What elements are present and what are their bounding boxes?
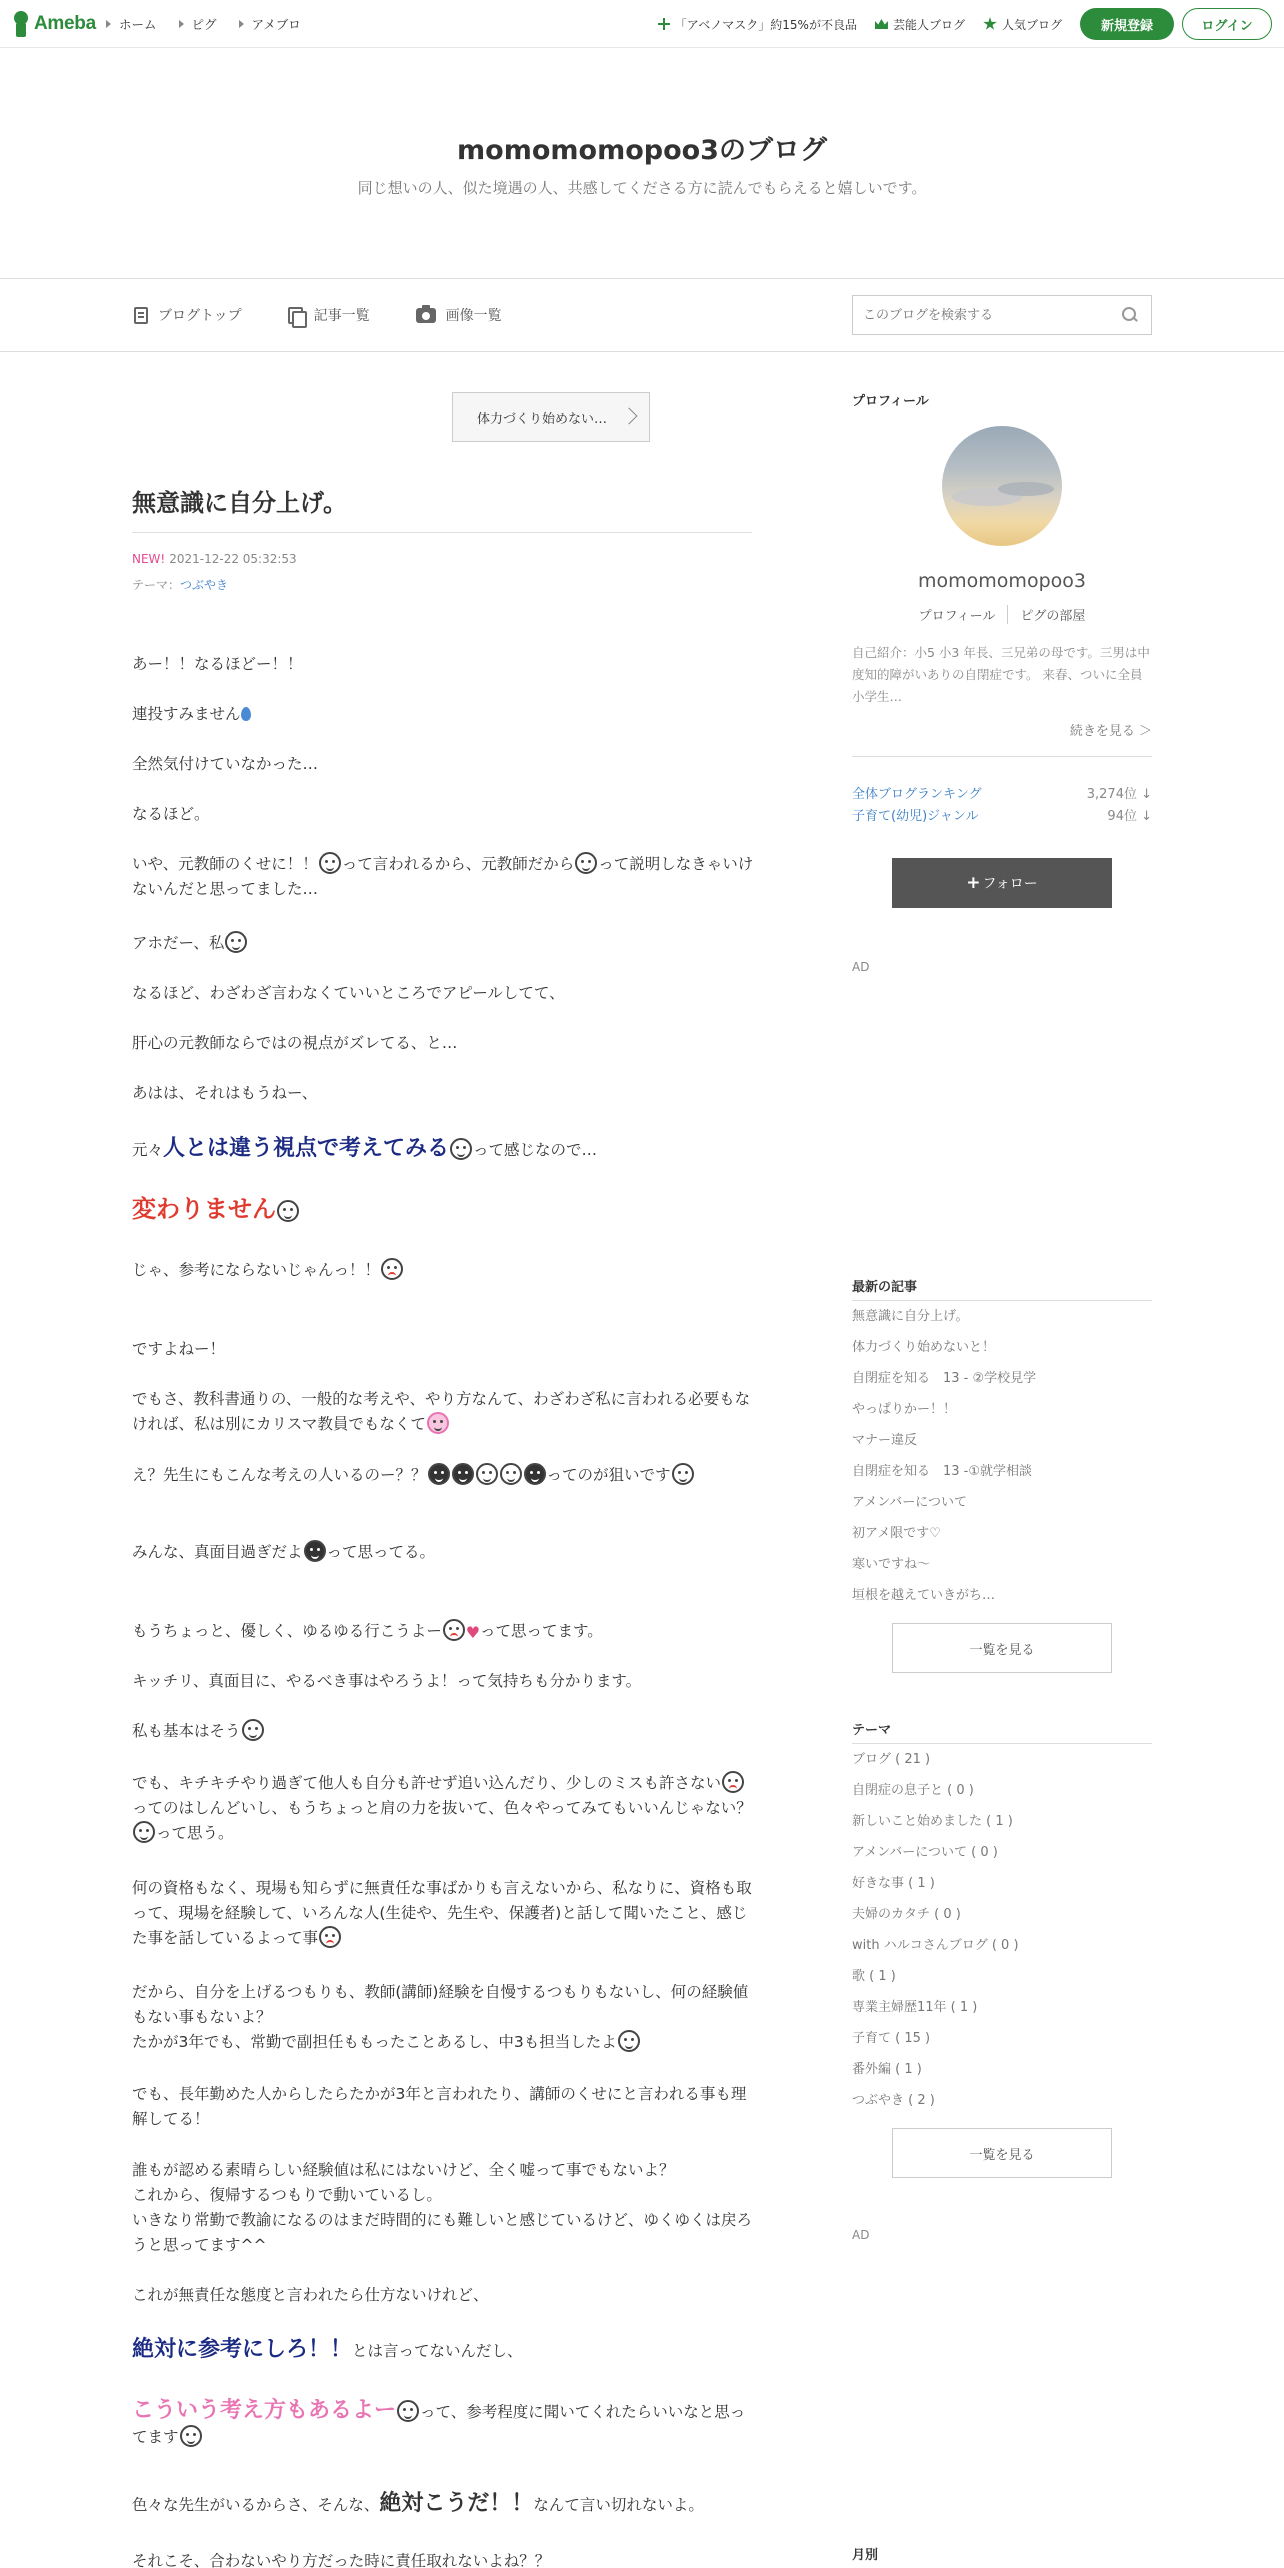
theme-list — [852, 1744, 1152, 2116]
paragraph — [132, 1771, 754, 1846]
emphasis-text: 絶対に参考にしろ！！ — [132, 2337, 353, 2362]
nav-home-label: ホーム — [119, 17, 157, 32]
nav-home[interactable] — [106, 15, 157, 33]
text: 全然気付けていなかった… — [132, 755, 319, 773]
login-button[interactable]: ログイン — [1182, 8, 1272, 40]
nav-ameblo[interactable] — [239, 15, 301, 33]
face-emoji-icon — [452, 1463, 474, 1485]
global-nav — [106, 0, 301, 48]
text: って言われるから、元教師だから — [341, 855, 575, 873]
paragraph — [132, 2283, 754, 2308]
chevron-right-icon — [621, 408, 638, 425]
text: これが無責任な態度と言われたら仕方ないけれど、 — [132, 2286, 489, 2304]
text: って感じなので… — [473, 1141, 598, 1159]
smile-emoji-icon — [618, 2030, 640, 2052]
theme-link[interactable]: アメンバーについて ( 0 ) — [852, 1845, 998, 1860]
star-icon — [983, 17, 997, 31]
text: って思ってます。 — [480, 1622, 603, 1640]
sparkle-icon — [658, 18, 670, 30]
chevron-right-icon — [106, 20, 111, 28]
emphasis-text: 絶対こうだ！！ — [379, 2491, 534, 2516]
popular-blog-label: 人気ブログ — [1001, 17, 1062, 32]
paragraph — [132, 981, 754, 1006]
text: いきなり常勤で教諭になるのはまだ時間的にも難しいと感じているけど、ゆくゆくは戻ろうと思ってます^^ — [132, 2211, 753, 2254]
text: でも、長年勤めた人からしたらたかが3年と言われたり、講師のくせにと言われる事も理解してる！ — [132, 2085, 747, 2128]
ameba-logo[interactable] — [12, 10, 96, 38]
celebrity-blog-label: 芸能人ブログ — [892, 17, 965, 32]
ad-label: AD — [852, 2228, 870, 2242]
recent-entry-link[interactable]: 初アメ限です♡ — [852, 1526, 941, 1541]
previous-entry-label: 体力づくり始めない… — [477, 411, 608, 427]
text: じゃ、参考にならないじゃんっ！！ — [132, 1261, 381, 1279]
ad-label: AD — [852, 960, 870, 974]
theme-link[interactable]: 自閉症の息子と ( 0 ) — [852, 1783, 974, 1798]
entry-date: 2021-12-22 05:32:53 — [169, 552, 297, 566]
pink-face-emoji-icon — [427, 1412, 449, 1434]
heart-icon: ♥ — [465, 1623, 481, 1642]
header-actions — [658, 0, 1272, 48]
image-list-label: 画像一覧 — [445, 308, 502, 324]
entry-list-link[interactable] — [288, 305, 370, 325]
profile-more-link[interactable]: 続きを見る ＞ — [1069, 724, 1152, 739]
paragraph — [132, 1031, 754, 1056]
emphasis-text: 人とは違う視点で考えてみる — [163, 1136, 450, 1161]
news-link-label: 「アベノマスク」約15%が不良品 — [674, 17, 857, 32]
ranking-genre-value: 94位 ↓ — [1107, 809, 1152, 824]
popular-blog-link[interactable] — [983, 16, 1062, 33]
text: なんて言い切れないよ。 — [533, 2496, 704, 2514]
theme-link[interactable]: 番外編 ( 1 ) — [852, 2062, 922, 2077]
theme-link[interactable]: with ハルコさんブログ ( 0 ) — [852, 1938, 1019, 1953]
face-emoji-icon — [524, 1463, 546, 1485]
recent-entry-link[interactable]: 体力づくり始めないと！ — [852, 1340, 996, 1355]
chevron-right-icon — [179, 20, 184, 28]
paragraph — [132, 1719, 754, 1744]
face-emoji-icon — [476, 1463, 498, 1485]
paragraph — [132, 1980, 754, 2055]
sweat-drop-icon — [241, 707, 251, 721]
face-emoji-icon — [428, 1463, 450, 1485]
face-emoji-icon — [575, 852, 597, 874]
new-badge: NEW! — [132, 552, 166, 566]
recent-entries-list — [852, 1301, 1152, 1611]
blog-title[interactable]: momomomopoo3のブログ — [457, 135, 827, 166]
monthly-heading: 月別 — [852, 2548, 879, 2563]
text: だから、自分を上げるつもりも、教師(講師)経験を自慢するつもりもないし、何の経験値もない事もないよ？ — [132, 1983, 749, 2026]
text: って思う。 — [156, 1824, 234, 1842]
text: って説明しなきゃいけないんだと思ってました… — [132, 855, 754, 898]
paragraph — [132, 931, 754, 956]
smile-emoji-icon — [277, 1200, 299, 1222]
blog-top-label: ブログトップ — [158, 308, 242, 324]
face-emoji-icon — [319, 1926, 341, 1948]
follow-label: フォロー — [982, 876, 1038, 892]
theme-heading: テーマ — [852, 1723, 892, 1738]
crown-icon — [875, 19, 888, 29]
emphasis-text: こういう考え方もあるよー — [132, 2398, 397, 2423]
text: とは言ってないんだし、 — [352, 2342, 523, 2360]
face-emoji-icon — [450, 1138, 472, 1160]
previous-entry-button[interactable] — [452, 392, 650, 442]
paragraph — [132, 1258, 754, 1283]
profile-heading: プロフィール — [852, 394, 929, 409]
recent-entries-heading: 最新の記事 — [852, 1280, 918, 1295]
follow-button[interactable] — [892, 858, 1112, 908]
nav-ameblo-label: アメブロ — [251, 17, 301, 32]
news-link[interactable] — [658, 16, 857, 33]
text: あはは、それはもうねー、 — [132, 1084, 318, 1102]
recent-list-more-button[interactable]: 一覧を見る — [892, 1623, 1112, 1673]
theme-link[interactable]: つぶやき ( 2 ) — [852, 2093, 935, 2108]
profile-links — [852, 605, 1152, 624]
recent-entry-link[interactable]: マナー違反 — [852, 1433, 918, 1448]
pigg-room-link[interactable]: ピグの部屋 — [1007, 605, 1097, 624]
paragraph — [132, 702, 754, 727]
paragraph — [132, 2337, 754, 2364]
paragraph — [132, 2398, 754, 2450]
text: 色々な先生がいるからさ、そんな、 — [132, 2496, 380, 2514]
theme-link[interactable]: 子育て ( 15 ) — [852, 2031, 931, 2046]
text: キッチリ、真面目に、やるべき事はやろうよ！って気持ちも分かります。 — [132, 1672, 642, 1690]
paragraph — [132, 652, 754, 677]
face-emoji-icon — [500, 1463, 522, 1485]
blog-description: 同じ想いの人、似た境遇の人、共感してくださる方に読んでもらえると嬉しいです。 — [357, 179, 927, 197]
angry-emoji-icon — [381, 1258, 403, 1280]
text: 何の資格もなく、現場も知らずに無責任な事ばかりも言えないから、私なりに、資格も取って、現場を経験して、いろんな人(生徒や、先生や、保護者)と話して聞いたこと、感じた事を話しているよって事 — [132, 1879, 752, 1947]
global-header — [0, 0, 1284, 48]
emphasis-text: 変わりません — [132, 1195, 276, 1223]
paragraph — [132, 2158, 754, 2258]
text: ってのが狙いです — [546, 1466, 671, 1484]
paragraph — [132, 2082, 754, 2132]
ranking-overall-value: 3,274位 ↓ — [1086, 787, 1152, 802]
paragraph — [132, 1081, 754, 1106]
nav-pigg-label: ピグ — [191, 17, 217, 32]
face-emoji-icon — [443, 1619, 465, 1641]
paragraph — [132, 1876, 754, 1951]
paragraph — [132, 2549, 754, 2568]
document-icon — [134, 307, 148, 324]
profile-avatar[interactable] — [942, 426, 1062, 546]
text: 誰もが認める素晴らしい経験値は私にはないけど、全く嘘って事でもないよ？ — [132, 2161, 675, 2179]
text: 連投すみません — [132, 705, 241, 723]
text: なるほど、わざわざ言わなくていいところでアピールしてて、 — [132, 984, 565, 1002]
text: 元々 — [132, 1141, 164, 1159]
entry-title[interactable]: 無意識に自分上げ。 — [132, 489, 348, 517]
paragraph — [132, 1337, 754, 1362]
theme-list-more-button[interactable]: 一覧を見る — [892, 2128, 1112, 2178]
theme-link[interactable]: 歌 ( 1 ) — [852, 1969, 896, 1984]
theme-link[interactable]: 夫婦のカタチ ( 0 ) — [852, 1907, 961, 1922]
text: アホだー、私 — [132, 934, 225, 952]
text: って、参考程度に聞いてくれたらいいなと思ってます — [132, 2403, 746, 2446]
profile-name[interactable]: momomomopoo3 — [918, 570, 1086, 592]
register-button[interactable]: 新規登録 — [1080, 8, 1174, 40]
paragraph — [132, 1387, 754, 1437]
face-emoji-icon — [304, 1540, 326, 1562]
text: って思ってる。 — [326, 1543, 436, 1561]
text: 私も基本はそう — [132, 1722, 241, 1740]
text: ってのはしんどいし、もうちょっと肩の力を抜いて、色々やってみてもいいんじゃない？ — [132, 1799, 752, 1817]
divider — [852, 756, 1152, 757]
text: それこそ、合わないやり方だった時に責任取れないよね？？ — [132, 2552, 551, 2568]
paragraph — [132, 1197, 754, 1225]
theme-link[interactable]: 新しいこと始めました ( 1 ) — [852, 1814, 1013, 1829]
angry-emoji-icon — [722, 1771, 744, 1793]
smile-emoji-icon — [225, 931, 247, 953]
theme-link[interactable]: 専業主婦歴11年 ( 1 ) — [852, 2000, 978, 2015]
text: たかが3年でも、常勤で副担任ももったことあるし、中3も担当したよ — [132, 2033, 617, 2051]
text: でもさ、教科書通りの、一般的な考えや、やり方なんて、わざわざ私に言われる必要もなければ、私は別にカリスマ教員でもなくて — [132, 1390, 751, 1433]
recent-entry-link[interactable]: 寒いですね〜 — [852, 1557, 931, 1572]
face-emoji-icon — [672, 1463, 694, 1485]
ranking-genre[interactable] — [852, 805, 1152, 824]
smile-emoji-icon — [133, 1821, 155, 1843]
text: なるほど。 — [132, 805, 210, 823]
blog-search — [852, 295, 1152, 335]
text: 肝心の元教師ならではの視点がズレてる、と… — [132, 1034, 458, 1052]
text: でも、キチキチやり過ぎて他人も自分も許せず追い込んだり、少しのミスも許さない — [132, 1774, 722, 1792]
blog-search-input[interactable] — [863, 308, 1113, 323]
chevron-right-icon — [239, 20, 244, 28]
entry-list-label: 記事一覧 — [313, 308, 370, 324]
theme-link[interactable]: つぶやき — [180, 578, 229, 592]
paragraph — [132, 802, 754, 827]
smile-emoji-icon — [397, 2400, 419, 2422]
paragraph — [132, 1619, 754, 1645]
text: あー！！なるほどー！！ — [132, 655, 303, 673]
paragraph — [132, 2491, 754, 2518]
entry-meta — [132, 552, 297, 566]
text: これから、復帰するつもりで動いているし。 — [132, 2186, 442, 2204]
ranking-overall-label: 全体ブログランキング — [852, 787, 982, 802]
blog-top-link[interactable] — [134, 305, 242, 325]
paragraph — [132, 1669, 754, 1694]
celebrity-blog-link[interactable] — [875, 16, 965, 33]
nav-pigg[interactable] — [179, 15, 217, 33]
ameba-logo-icon — [12, 11, 30, 37]
ranking-genre-label: 子育て(幼児)ジャンル — [852, 809, 979, 824]
theme-link[interactable]: ブログ ( 21 ) — [852, 1752, 931, 1767]
smile-emoji-icon — [242, 1719, 264, 1741]
blog-subnav — [0, 278, 1284, 352]
paragraph — [132, 852, 754, 902]
image-list-link[interactable] — [416, 305, 502, 325]
entry-theme — [132, 576, 228, 593]
face-emoji-icon — [319, 852, 341, 874]
text: え？先生にもこんな考えの人いるのー？？ — [132, 1466, 427, 1484]
theme-label: テーマ： — [132, 578, 181, 592]
text: いや、元教師のくせに！！ — [132, 855, 318, 873]
text: ですよねー！ — [132, 1340, 226, 1358]
paragraph — [132, 1136, 754, 1163]
recent-entry-link[interactable]: 自閉症を知る 13 -①就学相談 — [852, 1464, 1033, 1479]
recent-entry-link[interactable]: 自閉症を知る 13 - ②学校見学 — [852, 1371, 1037, 1386]
text: みんな、真面目過ぎだよ — [132, 1543, 303, 1561]
camera-icon — [416, 308, 436, 323]
recent-entry-link[interactable]: 垣根を越えていきがち… — [852, 1588, 996, 1603]
profile-intro: 自己紹介：小5 小3 年長、三兄弟の母です。三男は中度知的障がいありの自閉症です。 来春、ついに全員小学生… — [852, 645, 1150, 704]
logo-text: Ameba — [34, 13, 96, 34]
paragraph — [132, 1540, 754, 1565]
profile-link[interactable]: プロフィール — [918, 609, 996, 624]
paragraph — [132, 1463, 754, 1488]
theme-link[interactable]: 好きな事 ( 1 ) — [852, 1876, 935, 1891]
ranking-overall[interactable] — [852, 783, 1152, 802]
copy-icon — [288, 307, 304, 324]
smile-emoji-icon — [180, 2425, 202, 2447]
paragraph — [132, 752, 754, 777]
search-icon[interactable] — [1122, 307, 1137, 322]
recent-entry-link[interactable]: アメンバーについて — [852, 1495, 968, 1510]
recent-entry-link[interactable]: 無意識に自分上げ。 — [852, 1309, 969, 1324]
plus-icon: + — [966, 873, 981, 893]
text: もうちょっと、優しく、ゆるゆる行こうよー — [132, 1622, 442, 1640]
title-divider — [132, 532, 752, 533]
recent-entry-link[interactable]: やっぱりかー！！ — [852, 1402, 957, 1417]
